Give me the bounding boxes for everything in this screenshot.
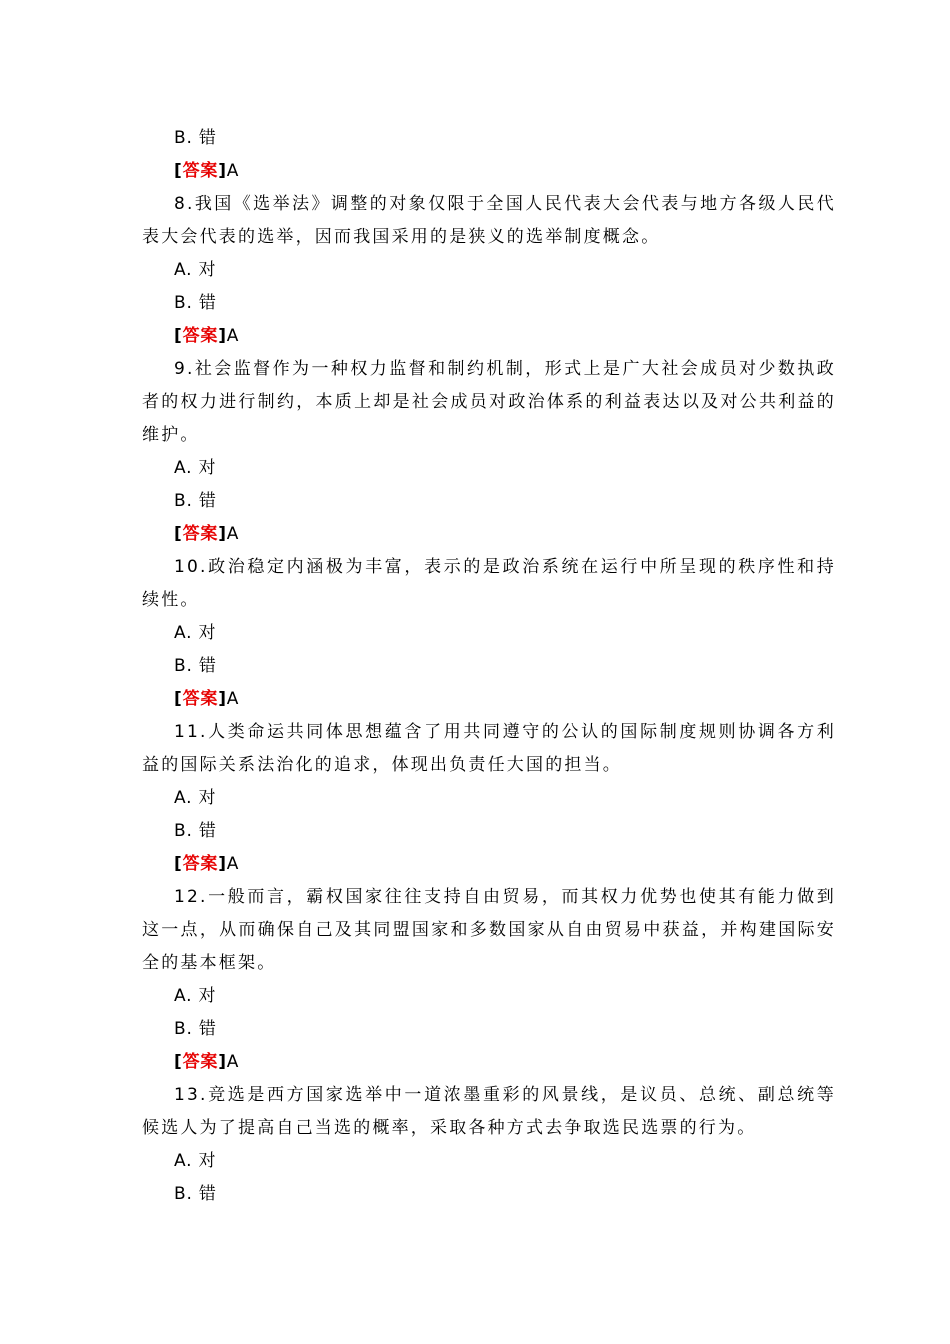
option-a: A. 对 (174, 788, 217, 808)
question-text: 10.政治稳定内涵极为丰富，表示的是政治系统在运行中所呈现的秩序性和持续性。 (142, 557, 836, 610)
option-a: A. 对 (174, 458, 217, 478)
answer-line (142, 155, 836, 188)
question-text: 8.我国《选举法》调整的对象仅限于全国人民代表大会代表与地方各级人民代表大会代表的选举，因而我国采用的是狭义的选举制度概念。 (142, 194, 836, 247)
option-a: A. 对 (174, 1151, 217, 1171)
answer-bracket-open: [ (174, 524, 183, 544)
answer-line (142, 848, 836, 881)
answer-line (142, 518, 836, 551)
answer-bracket-open: [ (174, 854, 183, 874)
question-text: 11.人类命运共同体思想蕴含了用共同遵守的公认的国际制度规则协调各方利益的国际关系法治化的追求，体现出负责任大国的担当。 (142, 722, 836, 775)
answer-value: A (226, 326, 240, 346)
answer-label: 答案 (182, 524, 219, 544)
option-b: B. 错 (174, 821, 217, 841)
option-a: A. 对 (174, 623, 217, 643)
answer-label: 答案 (182, 854, 219, 874)
answer-value: A (226, 161, 240, 181)
answer-bracket-close: ] (218, 689, 227, 709)
option-a: A. 对 (174, 260, 217, 280)
answer-bracket-close: ] (218, 524, 227, 544)
answer-bracket-close: ] (218, 326, 227, 346)
question-text: 13.竞选是西方国家选举中一道浓墨重彩的风景线，是议员、总统、副总统等候选人为了提高自己当选的概率，采取各种方式去争取选民选票的行为。 (142, 1085, 836, 1138)
answer-label: 答案 (182, 689, 219, 709)
option-a: A. 对 (174, 986, 217, 1006)
answer-bracket-open: [ (174, 326, 183, 346)
answer-line (142, 1046, 836, 1079)
answer-bracket-open: [ (174, 689, 183, 709)
option-b: B. 错 (174, 1019, 217, 1039)
answer-line (142, 683, 836, 716)
answer-value: A (226, 524, 240, 544)
document-content (142, 122, 836, 1211)
answer-bracket-close: ] (218, 854, 227, 874)
answer-bracket-open: [ (174, 161, 183, 181)
question-text: 9.社会监督作为一种权力监督和制约机制，形式上是广大社会成员对少数执政者的权力进行制约，本质上却是社会成员对政治体系的利益表达以及对公共利益的维护。 (142, 359, 836, 445)
answer-label: 答案 (182, 326, 219, 346)
option-b: B. 错 (174, 128, 217, 148)
answer-bracket-close: ] (218, 161, 227, 181)
option-b: B. 错 (174, 491, 217, 511)
option-b: B. 错 (174, 293, 217, 313)
option-b: B. 错 (174, 1184, 217, 1204)
answer-label: 答案 (182, 161, 219, 181)
answer-bracket-open: [ (174, 1052, 183, 1072)
option-b: B. 错 (174, 656, 217, 676)
answer-line (142, 320, 836, 353)
question-text: 12.一般而言，霸权国家往往支持自由贸易，而其权力优势也使其有能力做到这一点，从而确保自己及其同盟国家和多数国家从自由贸易中获益，并构建国际安全的基本框架。 (142, 887, 836, 973)
answer-value: A (226, 1052, 240, 1072)
answer-value: A (226, 689, 240, 709)
answer-bracket-close: ] (218, 1052, 227, 1072)
answer-label: 答案 (182, 1052, 219, 1072)
answer-value: A (226, 854, 240, 874)
